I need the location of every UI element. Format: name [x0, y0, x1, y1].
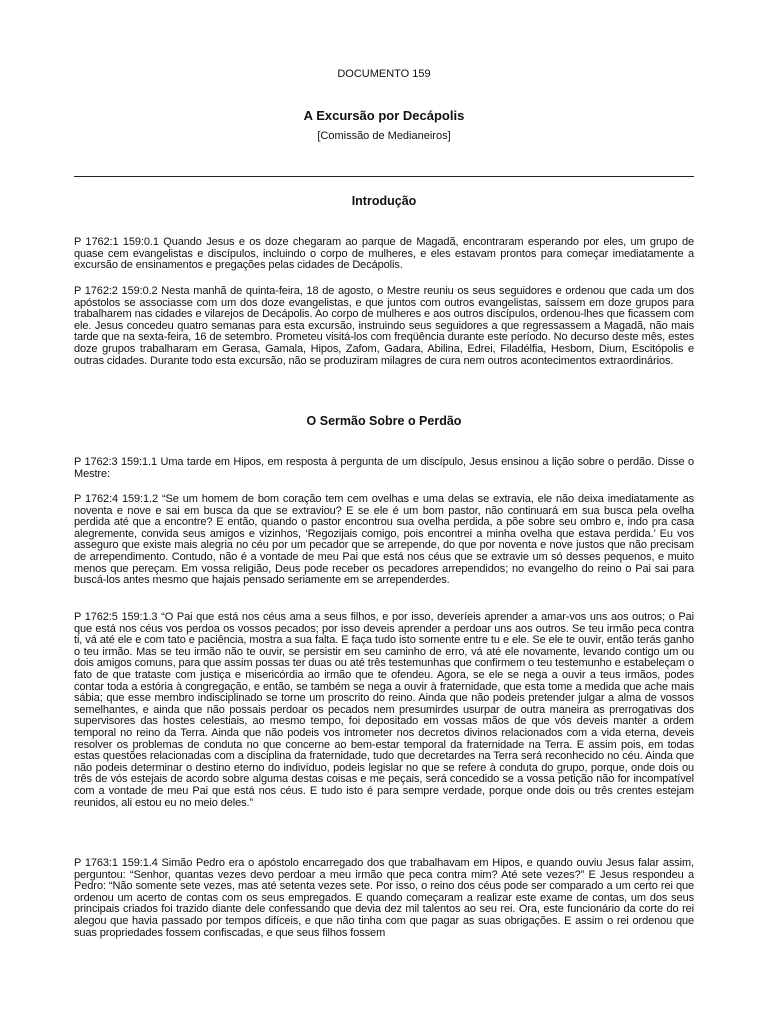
paragraph-159-1-3: P 1762:5 159:1.3 “O Pai que está nos céus ama a seus filhos, e por isso, deveríeis aprender a amar-vos uns aos outros; o Pai que está nos céus vos perdoa os vossos pecados; por isso deveis aprender a perdoar uns aos outros. Se teu irmão peca contra ti, vá até ele e com tato e paciência, mostra a sua falta. E faça tudo isto somente entre tu e ele. Se ele te ouvir, então terás ganho o teu irmão. Mas se teu irmão não te ouvir, se persistir em seu caminho de erro, vá até ele novamente, levando contigo um ou dois amigos comuns, para que assim possas ter duas ou até três testemunhas que confirmem o teu testemunho e estabeleçam o fato de que trataste com justiça e misericórdia ao irmão que te ofendeu. Agora, se ele se nega a ouvir a teus irmãos, podes contar toda a estória à congregação, e então, se também se nega a ouvir à fraternidade, que esta tome a medida que ache mais sábia; que esse membro indisciplinado se torne um proscrito do reino. Ainda que não podeis pretender julgar a alma de vossos semelhantes, e ainda que não possais perdoar os pecados nem presumirdes usurpar de outra maneira as prerrogativas dos supervisores das hostes celestiais, ao mesmo tempo, foi depositado em vossas mãos de que vós deveis manter a ordem temporal no reino da Terra. Ainda que não podeis vos intrometer nos decretos divinos relacionados com a vida eterna, deveis resolver os problemas de conduta no que concerne ao bem-estar temporal da fraternidade na Terra. E assim pois, em todas estas questões relacionadas com a disciplina da fraternidade, tudo que decretardes na Terra será reconhecido no céu. Ainda que não podeis determinar o destino eterno do indivíduo, podeis legislar no que se refere à conduta do grupo, porque, onde dois ou três de vós estejais de acordo sobre alguma destas coisas e me peçais, será concedido se a vossa petição não for incompatível com a vontade de meu Pai que está nos céus. E tudo isto é para sempre verdade, porque onde dois ou três crentes estejam reunidos, ali estou eu no meio deles.” — [74, 611, 694, 809]
paragraph-159-1-2: P 1762:4 159:1.2 “Se um homem de bom coração tem cem ovelhas e uma delas se extravia, ele não deixa imediatamente as noventa e nove e sai em busca da que se extraviou? E se ele é um bom pastor, não continuará em sua busca pela ovelha perdida até que a encontre? E então, quando o pastor encontrou sua ovelha perdida, a põe sobre seu ombro e, indo pra casa alegremente, convida seus amigos e vizinhos, ‘Regozijais comigo, pois encontrei a minha ovelha que estava perdida.’ Eu vos asseguro que existe mais alegria no céu por um pecador que se arrepende, do que por noventa e nove justos que não precisam de arrependimento. Contudo, não é a vontade de meu Pai que está nos céus que se extravie um só desses pequenos, e muito menos que pereçam. Em vossa religião, Deus pode receber os pecadores arrependidos; no evangelho do reino o Pai sai para buscá-los antes mesmo que hajais pensado seriamente em se arrependerdes. — [74, 493, 694, 587]
paragraph-159-1-4: P 1763:1 159:1.4 Simão Pedro era o apóstolo encarregado dos que trabalhavam em Hipos, e quando ouviu Jesus falar assim, perguntou: “Senhor, quantas vezes devo perdoar a meu irmão que peca contra mim? Até sete vezes?” E Jesus respondeu a Pedro: “Não somente sete vezes, mas até setenta vezes sete. Por isso, o reino dos céus pode ser comparado a um certo rei que ordenou um acerto de contas com os seus empregados. E quando começaram a realizar este exame de contas, um dos seus principais criados foi trazido diante dele confessando que devia dez mil talentos ao seu rei. Ora, este funcionário da corte do rei alegou que havia passado por tempos difíceis, e que não tinha com que pagar as suas obrigações. E assim o rei ordenou que suas propriedades fossem confiscadas, e que seus filhos fossem — [74, 857, 694, 939]
document-number: DOCUMENTO 159 — [337, 68, 431, 80]
paragraph-159-0-2: P 1762:2 159:0.2 Nesta manhã de quinta-feira, 18 de agosto, o Mestre reuniu os seus seguidores e ordenou que cada um dos apóstolos se associasse com um dos doze evangelistas, e que juntos com outros evangelistas, saíssem em doze grupos para trabalharem nas cidades e vilarejos de Decápolis. Ao corpo de mulheres e aos outros discípulos, ordenou-lhes que ficassem com ele. Jesus concedeu quatro semanas para esta excursão, instruindo seus seguidores a que regressassem a Magadã, não mais tarde que na sexta-feira, 16 de setembro. Prometeu visitá-los com freqüência durante este período. No decurso deste mês, estes doze grupos trabalharam em Gerasa, Gamala, Hipos, Zafom, Gadara, Abilina, Edrei, Filadélfia, Hesbom, Dium, Escitópolis e outras cidades. Durante todo esta excursão, não se produziram milagres de cura nem outros acontecimentos extraordinários. — [74, 285, 694, 367]
paragraph-159-0-1: P 1762:1 159:0.1 Quando Jesus e os doze chegaram ao parque de Magadã, encontraram esperando por eles, um grupo de quase cem evangelistas e discípulos, incluindo o corpo de mulheres, e eles estavam prontos para começar imediatamente a excursão de ensinamentos e pregações pelas cidades de Decápolis. — [74, 236, 694, 272]
section-heading-introduction: Introdução — [351, 194, 417, 208]
section-heading-sermon-on-forgiveness: O Sermão Sobre o Perdão — [306, 414, 462, 428]
paragraph-159-1-1: P 1762:3 159:1.1 Uma tarde em Hipos, em resposta à pergunta de um discípulo, Jesus ensinou a lição sobre o perdão. Disse o Mestre: — [74, 456, 694, 480]
document-subtitle: [Comissão de Medianeiros] — [317, 130, 451, 142]
document-title: A Excursão por Decápolis — [303, 108, 465, 123]
horizontal-divider — [74, 176, 694, 177]
